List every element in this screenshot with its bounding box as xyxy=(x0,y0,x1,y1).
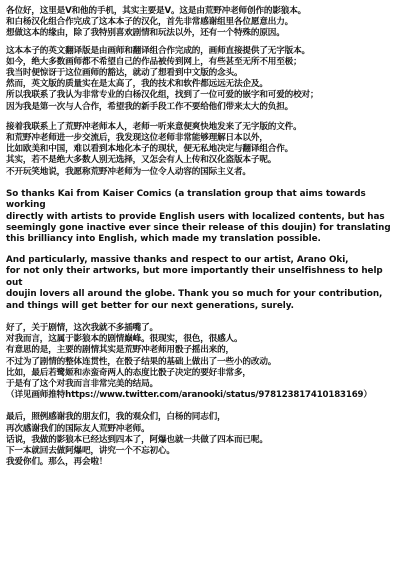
translator-afterword-page xyxy=(6,6,394,571)
spacer xyxy=(6,312,394,323)
artist-contact-paragraph: 接着我联系上了荒野冲老师本人，老师一听来意便爽快地发来了无字版的文件。 和荒野冲老师进一步交流后，我发现这位老师非常能够理解日本以外， 比如欧美和中国，难以看到本地化本子的现状，便无私地决定与翻译组合作。 其实，若不是绝大多数人别无选择，又怎会有人上传和汉化盗版本子呢。 不开玩笑地说，我愿称荒野冲老师为一位令人动容的国际主义者。 xyxy=(6,121,302,177)
plot-comment-paragraph: 好了，关于剧情，这次我就不多插嘴了。 对我而言，这属于影狼本的剧情巅峰。很现实，很色，很感人。 有意思的是，主要的剧情其实是荒野冲老师用骰子摇出来的， 不过为了剧情的整体连贯性，在骰子结果的基础上做出了一些小的改动。 比如，最后若鹭姬和赤蛮奇两人的态度比骰子决定的要好非常多， 于是有了这个对我而言非常完美的结局。 （详见画师推特https://www.twitter.com/aranooki/status/978123817410183169） xyxy=(6,322,372,401)
spacer xyxy=(6,113,394,122)
english-thanks-artist-paragraph: And particularly, massive thanks and respect to our artist, Arano Oki, for not only their artworks, but more importantly their unselfishness to help out doujin lovers all around the globe. Thank you so much for your contribution, and things will get better for our next generations, surely. xyxy=(6,254,383,311)
english-version-paragraph: 这本本子的英文翻译版是由画师和翻译组合作完成的，画师直接提供了无字版本。 如今，绝大多数画师都不希望自己的作品被传到网上，有些甚至无所不用至极； 我当时便惊讶于这位画师的豁达，就动了想看到中文版的念头。 然而，英文版的质量实在是太高了，我的技术和软件都远远无法企及。 所以我联系了我认为非常专业的白杨汉化组，找到了一位可爱的嵌字和可爱的校对； 因为我是第一次与人合作，希望我的新手段工作不要给他们带来太大的负担。 xyxy=(6,45,319,112)
intro-paragraph: 各位好，这里是V和他的手机，其实主要是V。这是由荒野冲老师创作的影狼本。 和白杨汉化组合作完成了这本本子的汉化，首先非常感谢组里各位愿意出力。 想做这本的缘由，除了我特别喜欢剧情和玩法以外，还有一个特殊的原因。 xyxy=(6,6,307,39)
closing-paragraph: 最后，照例感谢我的朋友们，我的观众们，白杨的同志们， 再次感谢我们的国际友人荒野冲老师。 话说，我做的影狼本已经达到四本了，阿爆也就一共做了四本而已呢。 下一本就回去做阿爆吧，讲究一个不忘初心。 我爱你们。那么，再会啦！ xyxy=(6,412,268,468)
english-thanks-translator-paragraph: So thanks Kai from Kaiser Comics (a translation group that aims towards working directly with artists to provide English users with localized contents, but has seemingly gone inactive ever since their release of this doujin) for translating this brilliancy into English, which made my translation possible. xyxy=(6,188,391,245)
spacer xyxy=(6,178,394,189)
spacer xyxy=(6,401,394,412)
spacer xyxy=(6,246,394,255)
